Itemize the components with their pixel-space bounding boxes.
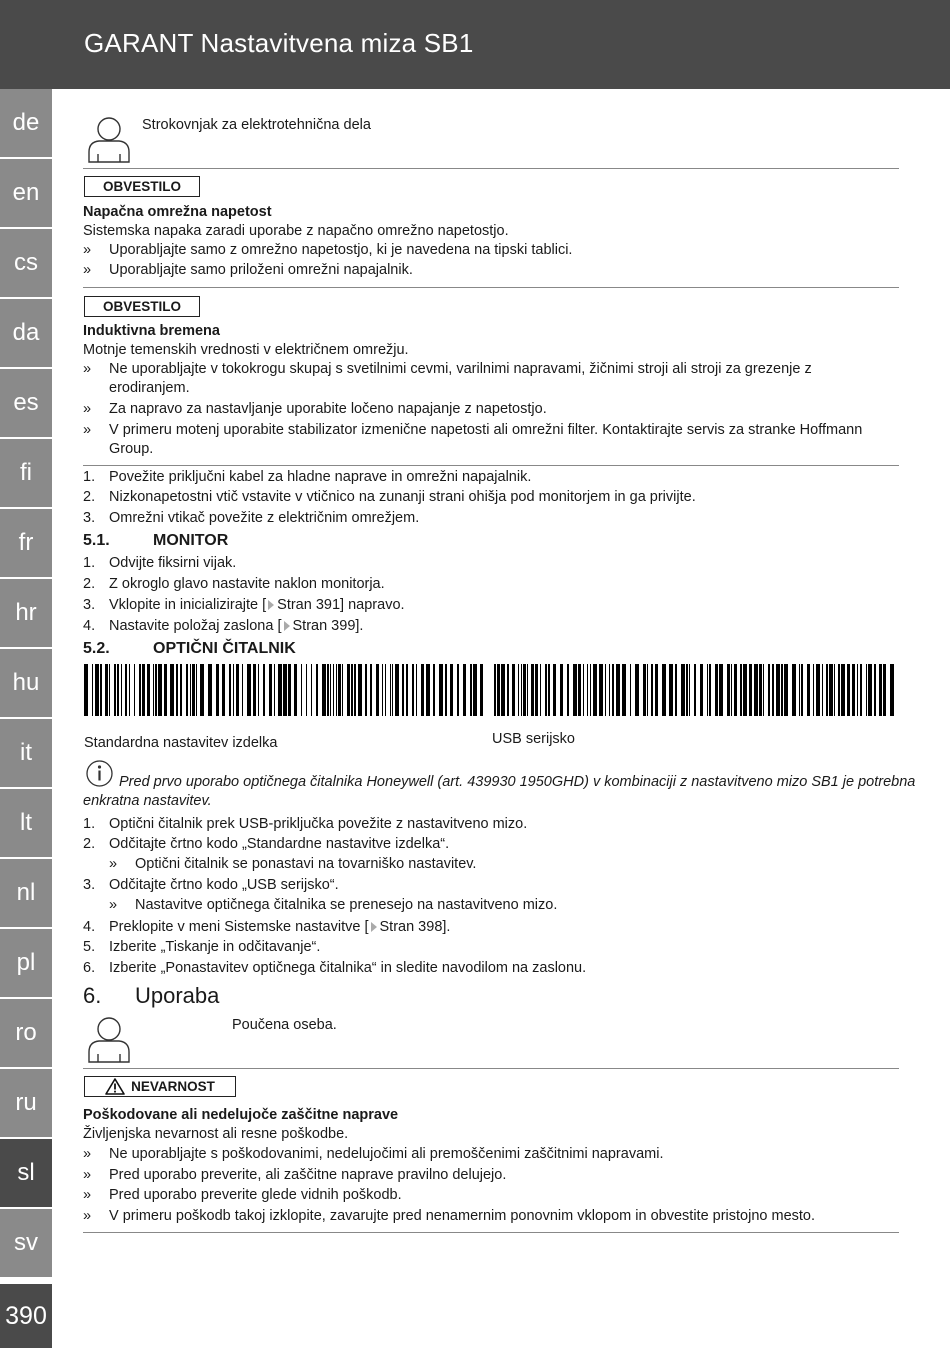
lang-tab-cs[interactable]: cs <box>0 229 52 297</box>
step-item: 1. Povežite priključni kabel za hladne naprave in omrežni napajalnik. <box>83 469 532 485</box>
list-item: » Uporabljajte samo priloženi omrežni napajalnik. <box>83 262 413 278</box>
barcode-label: USB serijsko <box>492 731 575 747</box>
list-item-continuation: erodiranjem. <box>109 380 190 396</box>
lang-tab-it[interactable]: it <box>0 719 52 787</box>
person-icon <box>86 114 132 164</box>
lang-tab-fi[interactable]: fi <box>0 439 52 507</box>
list-item: » Pred uporabo preverite glede vidnih poškodb. <box>83 1187 402 1203</box>
barcode-standard-settings <box>84 664 486 716</box>
list-item: » Za napravo za nastavljanje uporabite ločeno napajanje z napetostjo. <box>83 401 547 417</box>
info-icon <box>84 760 115 787</box>
step-item: 1. Odvijte fiksirni vijak. <box>83 555 237 571</box>
lang-tab-sl[interactable]: sl <box>0 1139 52 1207</box>
notice-title: Napačna omrežna napetost <box>83 204 272 220</box>
cross-reference-arrow-icon <box>268 600 274 610</box>
lang-tab-da[interactable]: da <box>0 299 52 367</box>
divider <box>83 465 899 466</box>
page-number: 390 <box>0 1284 52 1348</box>
step-item: 3. Vklopite in inicializirajte [ Stran 391] napravo. <box>83 597 405 613</box>
lang-tab-es[interactable]: es <box>0 369 52 437</box>
language-sidebar <box>0 89 52 1279</box>
lang-tab-ru[interactable]: ru <box>0 1069 52 1137</box>
danger-description: Življenjska nevarnost ali resne poškodbe. <box>83 1126 349 1142</box>
lang-tab-sv[interactable]: sv <box>0 1209 52 1277</box>
notice-badge: OBVESTILO <box>84 176 200 197</box>
danger-label: NEVARNOST <box>131 1079 215 1094</box>
cross-reference-arrow-icon <box>284 621 290 631</box>
lang-tab-hr[interactable]: hr <box>0 579 52 647</box>
step-item: 3. Odčitajte črtno kodo „USB serijsko“. <box>83 877 339 893</box>
cross-reference-link[interactable]: Stran 399 <box>292 618 356 634</box>
person-icon <box>86 1014 132 1064</box>
lang-tab-en[interactable]: en <box>0 159 52 227</box>
list-item: » Ne uporabljajte s poškodovanimi, nedelujočimi ali premoščenimi zaščitnimi napravami. <box>83 1146 664 1162</box>
cross-reference-arrow-icon <box>371 922 377 932</box>
step-item: 2. Odčitajte črtno kodo „Standardne nastavitve izdelka“. <box>83 836 450 852</box>
section-heading-use: 6. Uporaba <box>83 983 220 1008</box>
notice-badge: OBVESTILO <box>84 296 200 317</box>
section-heading-monitor: 5.1. MONITOR <box>83 532 229 549</box>
divider <box>83 287 899 288</box>
list-item: » V primeru poškodb takoj izklopite, zavarujte pred nenamernim ponovnim vklopom in obvestite pristojno mesto. <box>83 1208 816 1224</box>
lang-tab-lt[interactable]: lt <box>0 789 52 857</box>
barcode-usb-serial <box>494 664 898 716</box>
qualification-text: Poučena oseba. <box>232 1017 337 1033</box>
lang-tab-nl[interactable]: nl <box>0 859 52 927</box>
list-item: » Ne uporabljajte v tokokrogu skupaj s svetilnimi cevmi, varilnimi napravami, žičnimi stroji ali stroji za grezenje z <box>83 361 812 377</box>
list-item-continuation: Group. <box>109 441 154 457</box>
step-item: 5. Izberite „Tiskanje in odčitavanje“. <box>83 939 321 955</box>
lang-tab-hu[interactable]: hu <box>0 649 52 717</box>
notice-title: Induktivna bremena <box>83 323 220 339</box>
notice-description: Sistemska napaka zaradi uporabe z napačno omrežno napetostjo. <box>83 223 509 239</box>
document-title: GARANT Nastavitvena miza SB1 <box>84 28 474 58</box>
step-item: 6. Izberite „Ponastavitev optičnega čitalnika“ in sledite navodilom na zaslonu. <box>83 960 587 976</box>
info-text-continuation: enkratna nastavitev. <box>83 793 212 809</box>
step-item: 4. Preklopite v meni Sistemske nastavitve [ Stran 398]. <box>83 919 451 935</box>
divider <box>83 168 899 169</box>
step-item: 2. Nizkonapetostni vtič vstavite v vtičnico na zunanji strani ohišja pod monitorjem in ga privijte. <box>83 489 696 505</box>
list-item: » V primeru motenj uporabite stabilizator izmenične napetosti ali omrežni filter. Kontaktirajte servis za stranke Hoffmann <box>83 422 863 438</box>
step-item: 2. Z okroglo glavo nastavite naklon monitorja. <box>83 576 385 592</box>
step-item: 1. Optični čitalnik prek USB-priključka povežite z nastavitveno mizo. <box>83 816 528 832</box>
cross-reference-link[interactable]: Stran 391 <box>277 597 341 613</box>
qualification-text: Strokovnjak za elektrotehnična dela <box>142 117 371 133</box>
list-item: » Pred uporabo preverite, ali zaščitne naprave pravilno delujejo. <box>83 1167 507 1183</box>
lang-tab-ro[interactable]: ro <box>0 999 52 1067</box>
danger-badge <box>84 1076 236 1097</box>
step-result: » Nastavitve optičnega čitalnika se prenesejo na nastavitveno mizo. <box>109 897 558 913</box>
lang-tab-fr[interactable]: fr <box>0 509 52 577</box>
page-header <box>0 0 950 89</box>
info-text: Pred prvo uporabo optičnega čitalnika Honeywell (art. 439930 1950GHD) v kombinaciji z nastavitveno mizo SB1 je potrebna <box>119 774 916 790</box>
step-item: 3. Omrežni vtikač povežite z električnim omrežjem. <box>83 510 420 526</box>
lang-tab-pl[interactable]: pl <box>0 929 52 997</box>
notice-description: Motnje temenskih vrednosti v električnem omrežju. <box>83 342 409 358</box>
lang-tab-de[interactable]: de <box>0 89 52 157</box>
cross-reference-link[interactable]: Stran 398 <box>379 919 443 935</box>
step-result: » Optični čitalnik se ponastavi na tovarniško nastavitev. <box>109 856 477 872</box>
danger-title: Poškodovane ali nedelujoče zaščitne naprave <box>83 1107 399 1123</box>
divider <box>83 1068 899 1069</box>
step-item: 4. Nastavite položaj zaslona [ Stran 399]. <box>83 618 364 634</box>
warning-triangle-icon <box>105 1078 125 1095</box>
divider <box>83 1232 899 1233</box>
barcode-label: Standardna nastavitev izdelka <box>84 735 278 751</box>
list-item: » Uporabljajte samo z omrežno napetostjo, ki je navedena na tipski tablici. <box>83 242 573 258</box>
section-heading-scanner: 5.2. OPTIČNI ČITALNIK <box>83 640 296 657</box>
